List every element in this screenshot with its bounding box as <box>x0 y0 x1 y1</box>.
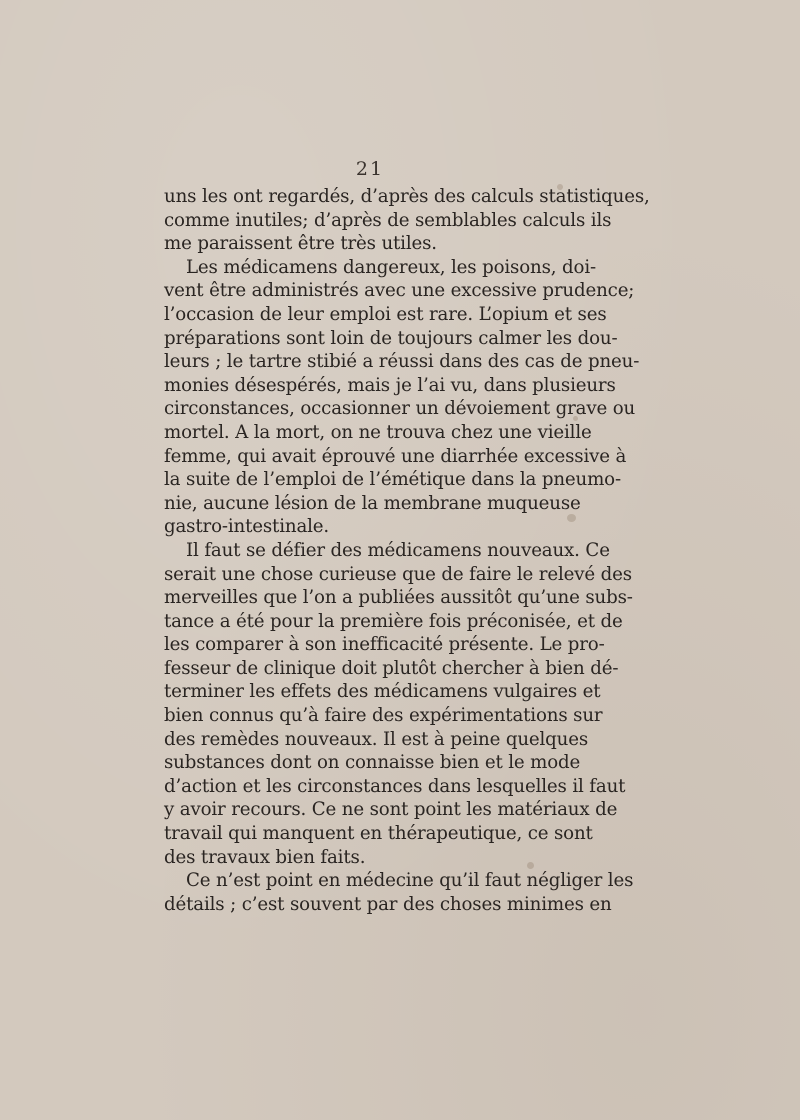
text-line: préparations sont loin de toujours calmer les dou- <box>164 327 618 349</box>
paper-foxing-spot <box>527 862 534 869</box>
text-line: vent être administrés avec une excessive prudence; <box>164 280 635 302</box>
text-line: mortel. A la mort, on ne trouva chez une vieille <box>164 421 592 443</box>
page-number: 21 <box>355 158 385 180</box>
text-line: les comparer à son inefficacité présente. Le pro- <box>164 634 605 656</box>
paragraph-start-line: Il faut se défier des médicamens nouveaux. Ce <box>186 539 610 561</box>
text-line: tance a été pour la première fois préconisée, et de <box>164 610 623 632</box>
text-line: bien connus qu’à faire des expérimentations sur <box>164 705 603 727</box>
text-line: des travaux bien faits. <box>164 846 366 868</box>
paper-foxing-spot <box>567 514 576 522</box>
text-line: me paraissent être très utiles. <box>164 233 437 255</box>
text-line: la suite de l’emploi de l’émétique dans la pneumo- <box>164 469 621 491</box>
text-line: travail qui manquent en thérapeutique, ce sont <box>164 823 593 845</box>
text-line: nie, aucune lésion de la membrane muqueuse <box>164 492 581 514</box>
paper-foxing-spot <box>557 184 563 190</box>
text-line: fesseur de clinique doit plutôt chercher à bien dé- <box>164 657 619 679</box>
text-line: l’occasion de leur emploi est rare. L’opium et ses <box>164 303 607 325</box>
text-line: y avoir recours. Ce ne sont point les matériaux de <box>164 799 618 821</box>
text-line: merveilles que l’on a publiées aussitôt qu’une subs- <box>164 587 633 609</box>
text-line: détails ; c’est souvent par des choses minimes en <box>164 893 612 915</box>
text-line: comme inutiles; d’après de semblables calculs ils <box>164 209 612 231</box>
text-line: gastro-intestinale. <box>164 516 330 538</box>
paper-foxing-spot <box>573 416 578 421</box>
text-line: leurs ; le tartre stibié a réussi dans des cas de pneu- <box>164 351 640 373</box>
paragraph-start-line: Ce n’est point en médecine qu’il faut négliger les <box>186 870 634 892</box>
text-line: monies désespérés, mais je l’ai vu, dans plusieurs <box>164 374 616 396</box>
body-text <box>164 185 650 916</box>
text-line: circonstances, occasionner un dévoiement grave ou <box>164 398 636 420</box>
text-line: substances dont on connaisse bien et le mode <box>164 752 581 774</box>
paragraph-start-line: Les médicamens dangereux, les poisons, doi- <box>186 256 596 278</box>
text-line: serait une chose curieuse que de faire le relevé des <box>164 563 632 585</box>
text-line: femme, qui avait éprouvé une diarrhée excessive à <box>164 445 627 467</box>
text-line: terminer les effets des médicamens vulgaires et <box>164 681 601 703</box>
text-line: uns les ont regardés, d’après des calculs statistiques, <box>164 186 650 207</box>
text-line: des remèdes nouveaux. Il est à peine quelques <box>164 728 589 750</box>
text-line: d’action et les circonstances dans lesquelles il faut <box>164 775 626 797</box>
